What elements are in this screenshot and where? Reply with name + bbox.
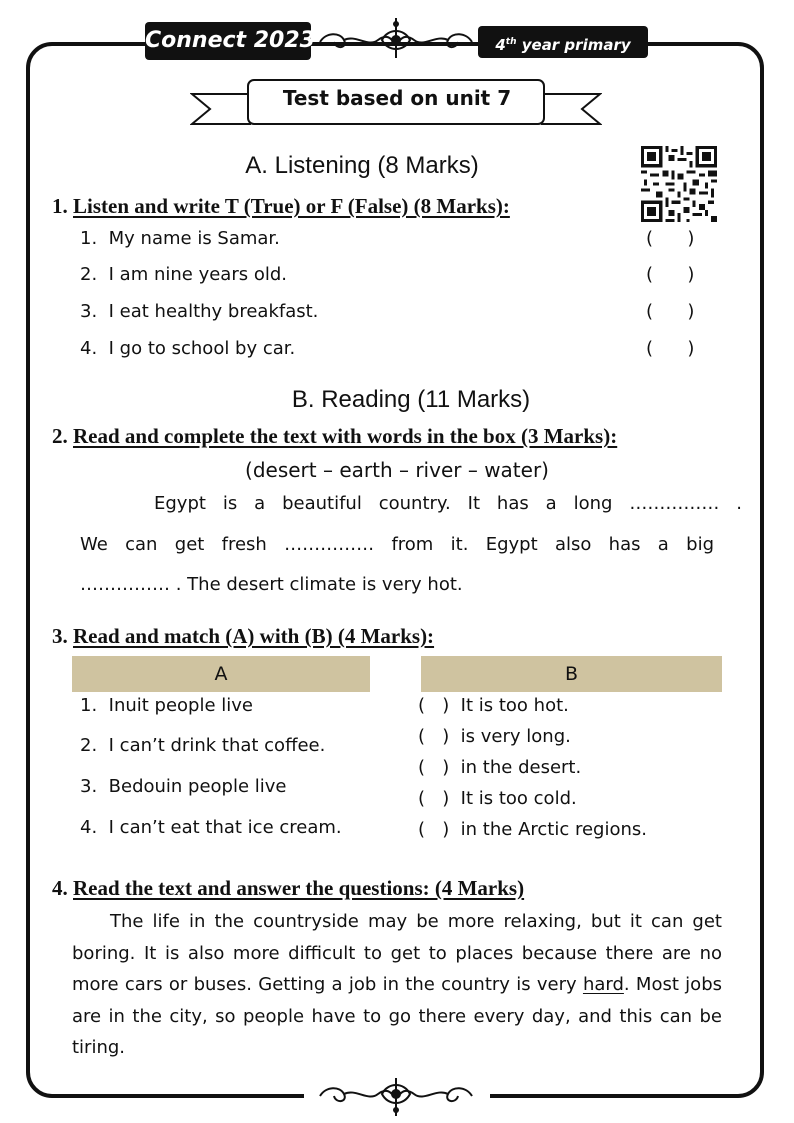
- reading-title: B. Reading (11 Marks): [291, 386, 531, 413]
- listening-title: A. Listening (8 Marks): [245, 152, 479, 179]
- answer-blank[interactable]: ( ): [646, 264, 695, 285]
- q1-number: 1.: [52, 194, 68, 218]
- list-item: [80, 338, 295, 359]
- q2-heading: [52, 424, 617, 449]
- match-blank[interactable]: ( ): [418, 757, 450, 778]
- item-text: It is too cold.: [460, 788, 577, 809]
- q2-instruction: Read and complete the text with words in the box (3 Marks):: [73, 424, 618, 448]
- item-text: in the desert.: [460, 757, 582, 778]
- column-b-header: B: [421, 656, 722, 692]
- q2-text-line-2: We can get fresh …………… from it. Egypt also has a big: [80, 534, 714, 555]
- match-blank[interactable]: ( ): [418, 788, 450, 809]
- answer-blank[interactable]: ( ): [646, 301, 695, 322]
- word-box: (desert – earth – river – water): [245, 458, 549, 482]
- item-text: I can’t drink that coffee.: [108, 735, 326, 756]
- qr-code-icon: [641, 146, 717, 222]
- match-a-item: [80, 735, 325, 756]
- item-number: 4.: [80, 338, 98, 359]
- item-text: Inuit people live: [108, 695, 254, 716]
- item-number: 1.: [80, 228, 98, 249]
- passage-underlined-word: hard: [582, 974, 624, 995]
- grade-badge: [478, 26, 648, 58]
- top-ornament-icon: [316, 14, 476, 60]
- answer-blank[interactable]: ( ): [646, 338, 695, 359]
- match-b-item: [418, 726, 571, 747]
- match-blank[interactable]: ( ): [418, 819, 450, 840]
- list-item: [80, 228, 280, 249]
- item-text: I can’t eat that ice cream.: [108, 817, 342, 838]
- item-text: I go to school by car.: [108, 338, 296, 359]
- q4-number: 4.: [52, 876, 68, 900]
- q1-instruction: Listen and write T (True) or F (False) (8 Marks):: [73, 194, 510, 218]
- q4-instruction: Read the text and answer the questions: (4 Marks): [73, 876, 525, 900]
- connect-badge: [145, 22, 315, 60]
- match-b-item: [418, 757, 581, 778]
- item-number: 3.: [80, 301, 98, 322]
- q3-instruction: Read and match (A) with (B) (4 Marks):: [73, 624, 435, 648]
- grade-text: year primary: [516, 36, 631, 54]
- grade-number: 4: [495, 36, 506, 54]
- match-a-item: [80, 776, 287, 797]
- item-text: Bedouin people live: [108, 776, 287, 797]
- match-b-item: [418, 695, 569, 716]
- passage-part-2: . Most jobs are in the city, so people have to go there every day, and this can be tiring.: [72, 974, 722, 1058]
- item-text: It is too hot.: [460, 695, 569, 716]
- reading-passage: [72, 906, 722, 1064]
- item-number: 4.: [80, 817, 98, 838]
- answer-blank[interactable]: ( ): [646, 228, 695, 249]
- match-a-item: [80, 817, 342, 838]
- connect-badge-text: Connect 2023: [145, 28, 315, 53]
- q2-number: 2.: [52, 424, 68, 448]
- match-b-item: [418, 819, 647, 840]
- item-number: 2.: [80, 735, 98, 756]
- q3-number: 3.: [52, 624, 68, 648]
- match-blank[interactable]: ( ): [418, 695, 450, 716]
- item-text: I eat healthy breakfast.: [108, 301, 319, 322]
- q1-heading: [52, 194, 510, 219]
- grade-suffix: th: [505, 37, 517, 47]
- q4-heading: [52, 876, 524, 901]
- passage-part-1: The life in the countryside may be more relaxing, but it can get boring. It is also more difficult to get to places because there are no more cars or buses. Getting a job in the country is very: [72, 911, 722, 995]
- item-number: 2.: [80, 264, 98, 285]
- match-a-item: [80, 695, 253, 716]
- item-text: in the Arctic regions.: [460, 819, 647, 840]
- q2-text-line-3: …………… . The desert climate is very hot.: [80, 574, 463, 595]
- list-item: [80, 264, 287, 285]
- item-number: 3.: [80, 776, 98, 797]
- bottom-ornament-icon: [316, 1076, 476, 1120]
- item-text: I am nine years old.: [108, 264, 287, 285]
- match-blank[interactable]: ( ): [418, 726, 450, 747]
- item-text: is very long.: [460, 726, 571, 747]
- item-text: My name is Samar.: [108, 228, 280, 249]
- q2-text-line-1: Egypt is a beautiful country. It has a long …………… .: [154, 493, 742, 514]
- list-item: [80, 301, 318, 322]
- q3-heading: [52, 624, 434, 649]
- item-number: 1.: [80, 695, 98, 716]
- test-title: Test based on unit 7: [282, 86, 512, 110]
- match-b-item: [418, 788, 577, 809]
- column-a-header: A: [72, 656, 370, 692]
